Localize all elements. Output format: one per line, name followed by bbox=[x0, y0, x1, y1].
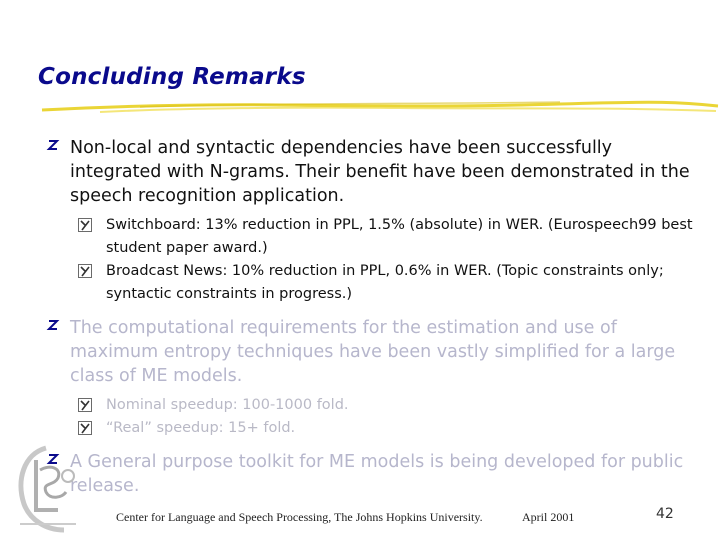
y-checkbox-icon bbox=[78, 218, 92, 232]
y-checkbox-icon bbox=[78, 421, 92, 435]
z-bullet-icon bbox=[46, 318, 60, 332]
sub-bullet-1-1 bbox=[78, 214, 696, 260]
sub-bullet-2-1-text: Nominal speedup: 100-1000 fold. bbox=[106, 397, 349, 413]
footer-organization: Center for Language and Speech Processing, The Johns Hopkins University. bbox=[116, 510, 483, 524]
sub-bullet-1-2-text: Broadcast News: 10% reduction in PPL, 0.6% in WER. (Topic constraints only; syntactic constraints in progress.) bbox=[106, 263, 664, 302]
page-number: 42 bbox=[656, 506, 674, 522]
sub-bullet-1-1-text: Switchboard: 13% reduction in PPL, 1.5% (absolute) in WER. (Eurospeech99 best student paper award.) bbox=[106, 217, 693, 256]
sub-bullet-2-1 bbox=[78, 394, 696, 417]
bullet-3-text: A General purpose toolkit for ME models is being developed for public release. bbox=[70, 452, 684, 496]
bullet-3 bbox=[46, 450, 696, 498]
bullet-1 bbox=[46, 136, 696, 208]
slide-title: Concluding Remarks bbox=[38, 64, 306, 90]
bullet-1-text: Non-local and syntactic dependencies have been successfully integrated with N-grams. Their benefit have been demonstrated in the speech recognition application. bbox=[70, 138, 690, 206]
bullet-list bbox=[46, 136, 696, 504]
sub-bullet-1-2 bbox=[78, 260, 696, 306]
sub-bullet-2-2 bbox=[78, 417, 696, 440]
y-checkbox-icon bbox=[78, 264, 92, 278]
y-checkbox-icon bbox=[78, 398, 92, 412]
z-bullet-icon bbox=[46, 138, 60, 152]
title-underline-rule bbox=[40, 98, 720, 118]
sub-bullet-2-2-text: “Real” speedup: 15+ fold. bbox=[106, 420, 296, 436]
bullet-2-text: The computational requirements for the estimation and use of maximum entropy techniques have been vastly simplified for a large class of ME models. bbox=[70, 318, 676, 386]
footer-date: April 2001 bbox=[522, 510, 575, 524]
bullet-2 bbox=[46, 316, 696, 388]
clsp-logo-icon bbox=[6, 440, 92, 536]
